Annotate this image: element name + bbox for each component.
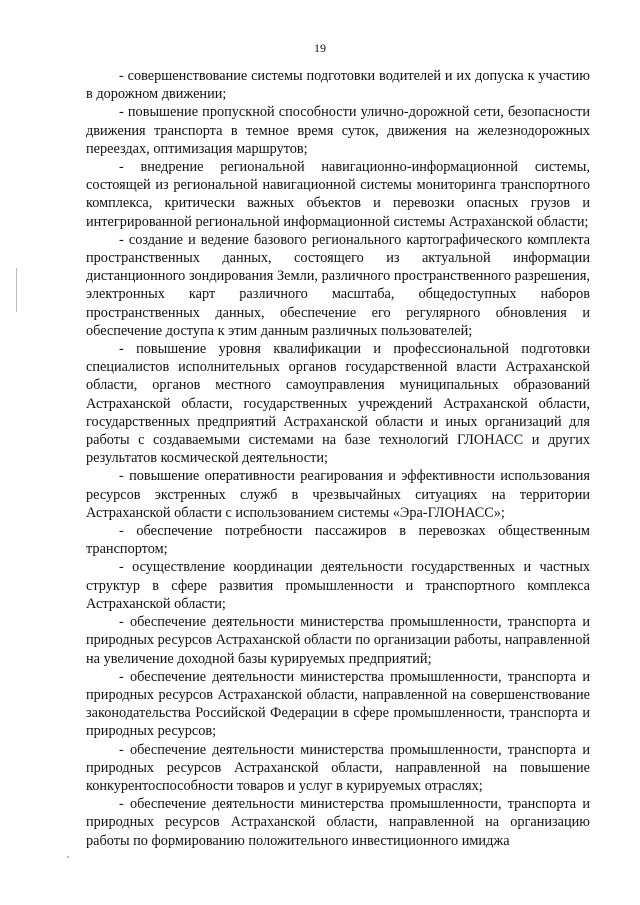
paragraph: - повышение оперативности реагирования и эффективности использования ресурсов экстренных служб в чрезвычайных ситуациях на территории Астраханской области с использованием системы «Эра-ГЛОНАСС»;: [86, 468, 590, 521]
document-body: [86, 67, 590, 850]
paragraph: - обеспечение потребности пассажиров в перевозках общественным транспортом;: [86, 523, 590, 558]
paragraph: - повышение пропускной способности улично-дорожной сети, безопасности движения транспорта в темное время суток, движения на железнодорожных переездах, оптимизация маршрутов;: [86, 104, 590, 157]
paragraph: - внедрение региональной навигационно-информационной системы, состоящей из региональной навигационной системы мониторинга транспортного комплекса, критически важных объектов и перевозки опасных грузов и интегрированной региональной информационной системы Астраханской области;: [86, 159, 590, 230]
scan-mark: [16, 268, 17, 312]
paragraph: - совершенствование системы подготовки водителей и их допуска к участию в дорожном движении;: [86, 68, 590, 103]
paragraph: - обеспечение деятельности министерства промышленности, транспорта и природных ресурсов Астраханской области, направленной на повышение конкурентоспособности товаров и услуг в курируемых отраслях;: [86, 741, 590, 794]
scan-mark: [67, 856, 69, 858]
page-number: 19: [314, 41, 326, 55]
paragraph: - создание и ведение базового регионального картографического комплекта пространственных данных, состоящего из актуальной информации дистанционного зондирования Земли, различного пространственного разрешения, электронных карт различного масштаба, общедоступных наборов пространственных данных, обеспечение его регулярного обновления и обеспечение доступа к этим данным различных пользователей;: [86, 231, 590, 339]
paragraph: - осуществление координации деятельности государственных и частных структур в сфере развития промышленности и транспортного комплекса Астраханской области;: [86, 559, 590, 612]
paragraph: - обеспечение деятельности министерства промышленности, транспорта и природных ресурсов Астраханской области, направленной на совершенствование законодательства Российской Федерации в сфере промышленности, транспорта и природных ресурсов;: [86, 668, 590, 740]
paragraph: - обеспечение деятельности министерства промышленности, транспорта и природных ресурсов Астраханской области по организации работы, направленной на увеличение доходной базы курируемых предприятий;: [86, 614, 590, 667]
paragraph: - обеспечение деятельности министерства промышленности, транспорта и природных ресурсов Астраханской области, направленной на организацию работы по формированию положительного инвестиционного имиджа: [86, 796, 590, 849]
paragraph: - повышение уровня квалификации и профессиональной подготовки специалистов исполнительных органов государственной власти Астраханской области, органов местного самоуправления муниципальных образований Астраханской области, государственных учреждений Астраханской области, государственных предприятий Астраханской области и иных организаций для работы с создаваемыми системами на базе технологий ГЛОНАСС и других результатов космической деятельности;: [86, 341, 590, 467]
